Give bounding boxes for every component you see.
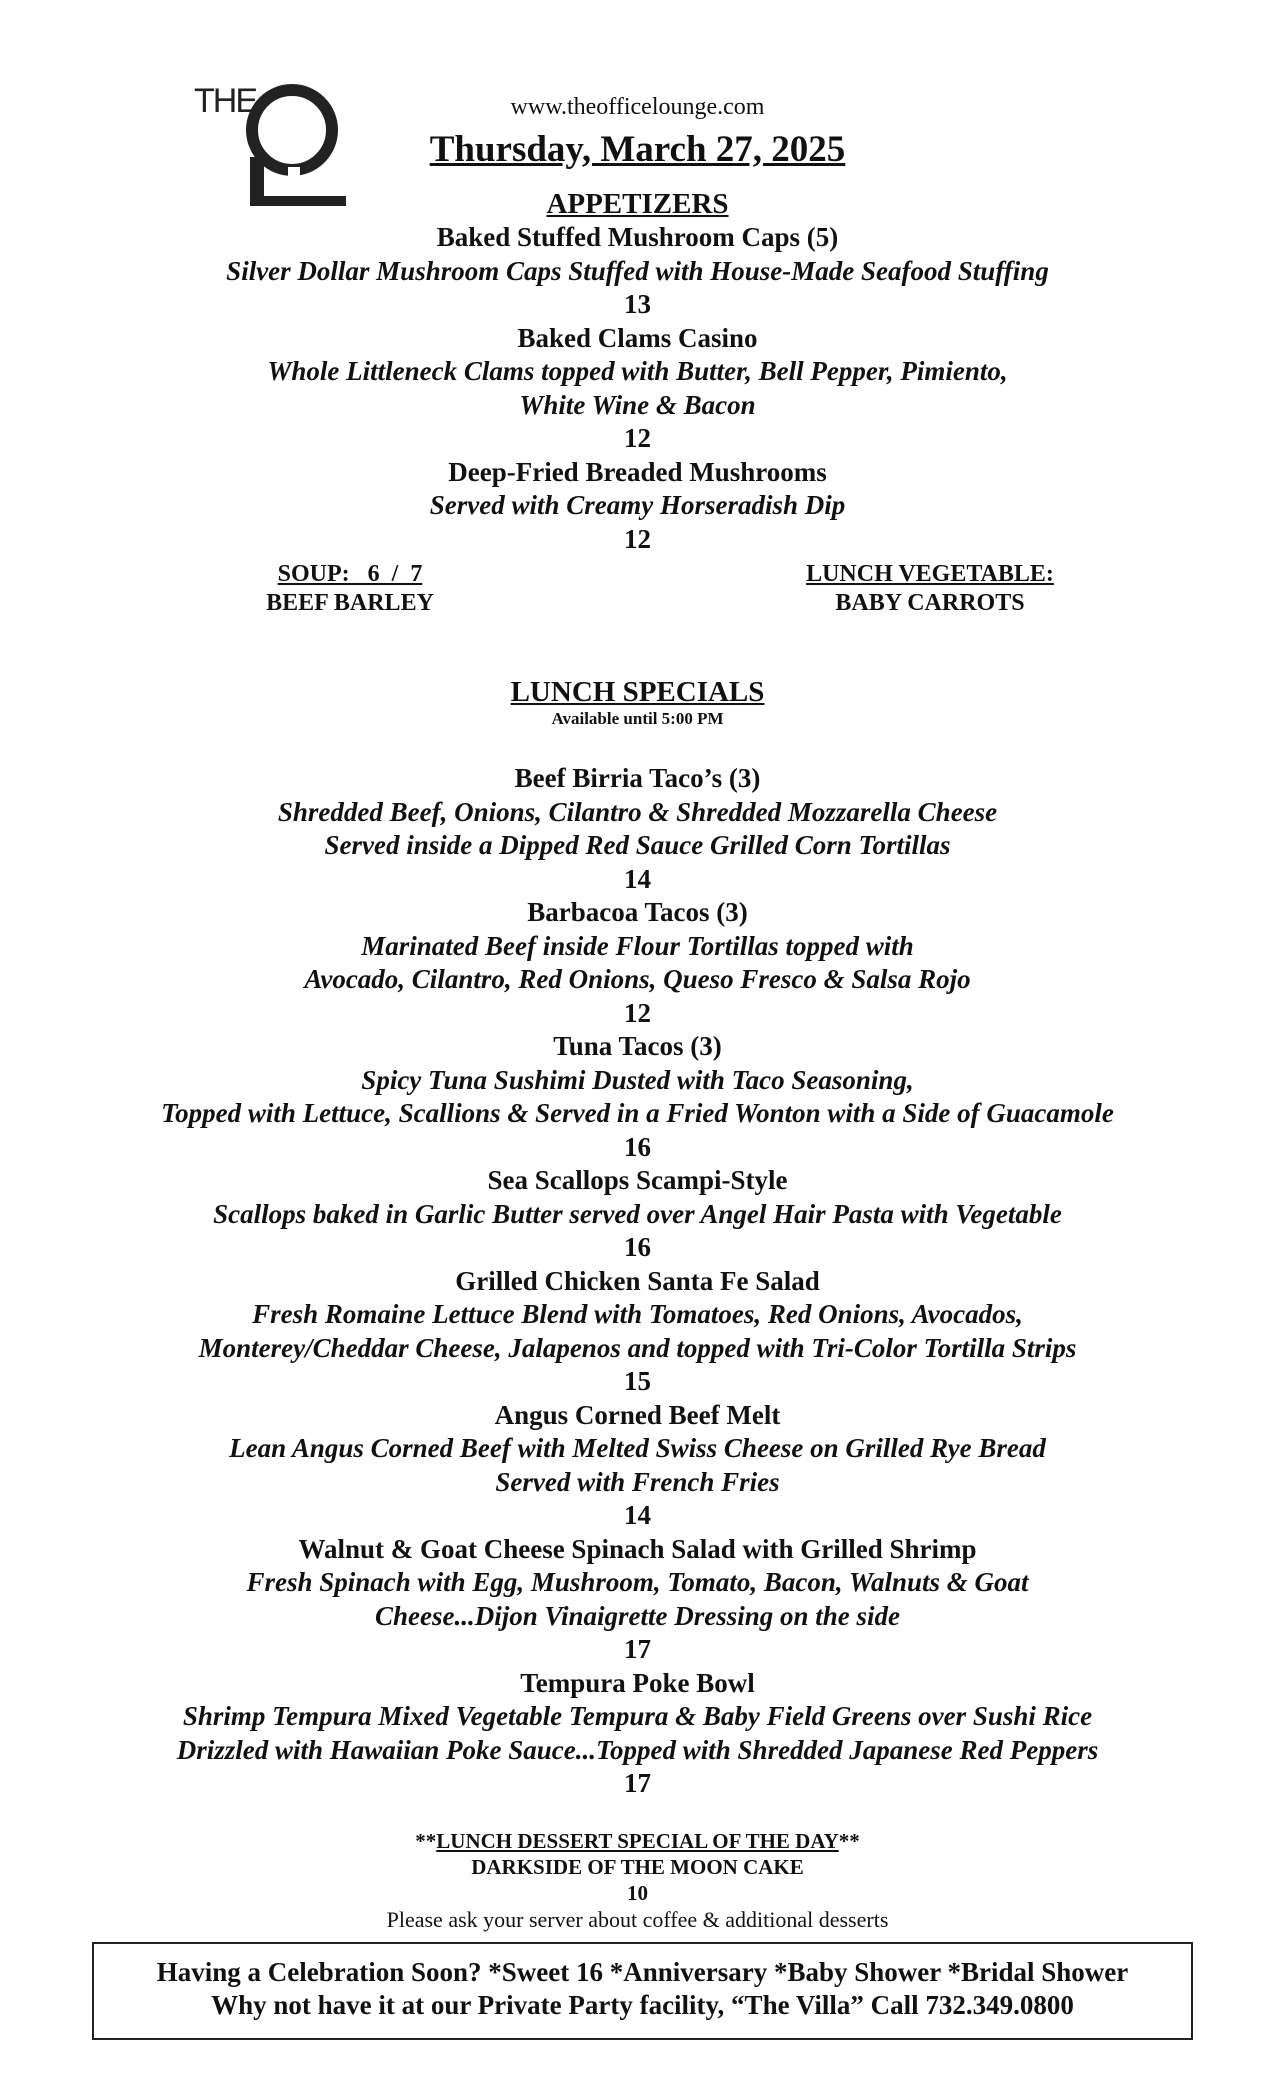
svg-text:THE: THE xyxy=(194,82,256,120)
promo-line-1: Having a Celebration Soon? *Sweet 16 *Anniversary *Baby Shower *Bridal Shower xyxy=(156,1957,1129,1987)
menu-date: Thursday, March 27, 2025 xyxy=(429,129,846,170)
appetizer-description: Silver Dollar Mushroom Caps Stuffed with House-Made Seafood Stuffing xyxy=(226,255,1049,286)
special-description: Scallops baked in Garlic Butter served over Angel Hair Pasta with Vegetable xyxy=(213,1198,1062,1229)
special-price: 16 xyxy=(624,1131,651,1162)
appetizer-price: 12 xyxy=(624,423,651,453)
dessert-heading-line xyxy=(0,1828,1275,1854)
dessert-prefix: ** xyxy=(415,1829,437,1853)
dessert-heading: LUNCH DESSERT SPECIAL OF THE DAY xyxy=(436,1829,839,1853)
special-price: 17 xyxy=(624,1768,651,1798)
soup-value: BEEF BARLEY xyxy=(266,590,434,616)
lunch-vegetable-value: BABY CARROTS xyxy=(835,590,1025,616)
dessert-suffix: ** xyxy=(838,1829,860,1853)
lunch-vegetable-label: LUNCH VEGETABLE: xyxy=(806,561,1054,587)
lunch-specials-heading: LUNCH SPECIALS xyxy=(510,676,765,708)
special-description: Served with French Fries xyxy=(495,1466,780,1497)
lunch-specials-list xyxy=(0,762,1275,1801)
special-price: 12 xyxy=(624,997,651,1028)
dessert-name: DARKSIDE OF THE MOON CAKE xyxy=(471,1855,804,1879)
appetizers-section xyxy=(0,188,1275,556)
lunch-specials-note: Available until 5:00 PM xyxy=(551,709,724,728)
special-name: Beef Birria Taco’s (3) xyxy=(514,763,761,793)
special-description: Fresh Spinach with Egg, Mushroom, Tomato, Bacon, Walnuts & Goat xyxy=(246,1567,1029,1597)
special-description: Topped with Lettuce, Scallions & Served in a Fried Wonton with a Side of Guacamole xyxy=(161,1098,1114,1128)
dessert-note: Please ask your server about coffee & additional desserts xyxy=(386,1907,889,1932)
special-name: Grilled Chicken Santa Fe Salad xyxy=(455,1265,820,1296)
special-name: Walnut & Goat Cheese Spinach Salad with Grilled Shrimp xyxy=(298,1533,977,1564)
special-description: Lean Angus Corned Beef with Melted Swiss Cheese on Grilled Rye Bread xyxy=(229,1433,1046,1463)
appetizer-name: Baked Stuffed Mushroom Caps (5) xyxy=(436,222,839,252)
special-price: 16 xyxy=(624,1232,651,1262)
special-description: Spicy Tuna Sushimi Dusted with Taco Seasoning, xyxy=(361,1064,914,1095)
special-description: Fresh Romaine Lettuce Blend with Tomatoes, Red Onions, Avocados, xyxy=(252,1299,1023,1329)
special-description: Monterey/Cheddar Cheese, Jalapenos and topped with Tri-Color Tortilla Strips xyxy=(198,1332,1077,1363)
special-name: Sea Scallops Scampi-Style xyxy=(487,1165,788,1195)
appetizer-price: 13 xyxy=(624,289,651,319)
special-price: 14 xyxy=(624,1500,651,1530)
special-description: Served inside a Dipped Red Sauce Grilled Corn Tortillas xyxy=(324,830,951,860)
special-price: 17 xyxy=(624,1634,651,1664)
special-price: 14 xyxy=(624,863,651,894)
special-description: Avocado, Cilantro, Red Onions, Queso Fresco & Salsa Rojo xyxy=(304,964,971,994)
appetizers-heading: APPETIZERS xyxy=(546,188,729,220)
appetizer-description: Served with Creamy Horseradish Dip xyxy=(429,490,846,520)
promo-line-2: Why not have it at our Private Party facility, “The Villa” Call 732.349.0800 xyxy=(211,1990,1074,2020)
special-name: Tempura Poke Bowl xyxy=(520,1667,755,1698)
dessert-section xyxy=(0,1828,1275,1934)
appetizer-name: Baked Clams Casino xyxy=(517,322,758,353)
special-description: Drizzled with Hawaiian Poke Sauce...Topped with Shredded Japanese Red Peppers xyxy=(176,1734,1099,1765)
appetizer-price: 12 xyxy=(624,523,651,554)
website-url[interactable]: www.theofficelounge.com xyxy=(510,94,765,120)
lunch-vegetable-block xyxy=(780,560,1080,618)
special-description: Cheese...Dijon Vinaigrette Dressing on the side xyxy=(374,1600,901,1631)
appetizer-description: White Wine & Bacon xyxy=(519,389,756,420)
special-name: Angus Corned Beef Melt xyxy=(494,1399,781,1430)
appetizer-name: Deep-Fried Breaded Mushrooms xyxy=(448,456,827,487)
special-description: Marinated Beef inside Flour Tortillas topped with xyxy=(361,930,914,961)
lunch-specials-header xyxy=(0,676,1275,729)
special-name: Tuna Tacos (3) xyxy=(553,1031,722,1061)
special-price: 15 xyxy=(624,1366,651,1396)
dessert-price: 10 xyxy=(627,1881,648,1905)
party-promo-box xyxy=(92,1942,1193,2040)
appetizer-description: Whole Littleneck Clams topped with Butter, Bell Pepper, Pimiento, xyxy=(267,356,1008,386)
soup-label: SOUP: 6 / 7 xyxy=(277,561,423,587)
special-description: Shrimp Tempura Mixed Vegetable Tempura & Baby Field Greens over Sushi Rice xyxy=(182,1701,1093,1731)
special-description: Shredded Beef, Onions, Cilantro & Shredded Mozzarella Cheese xyxy=(277,796,998,827)
soup-block xyxy=(240,560,460,618)
special-name: Barbacoa Tacos (3) xyxy=(527,897,748,927)
